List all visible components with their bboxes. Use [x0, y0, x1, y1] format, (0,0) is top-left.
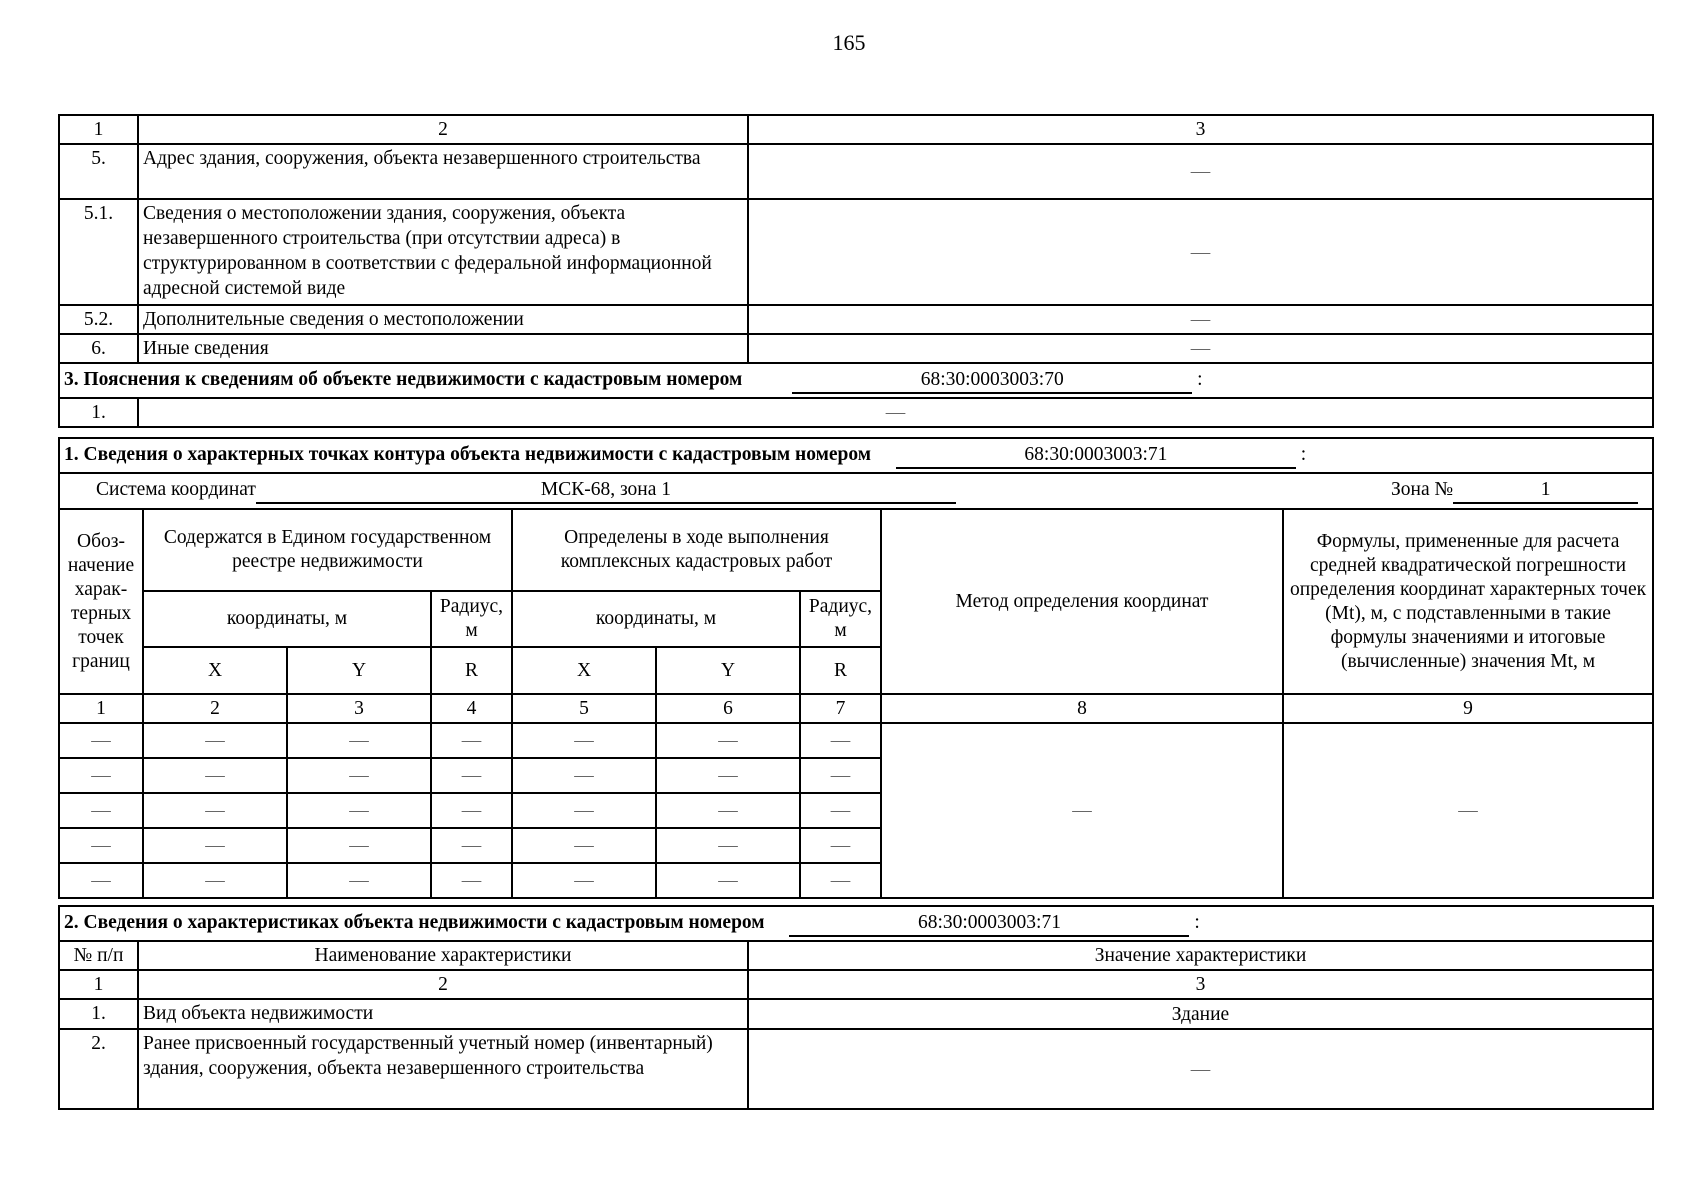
- section3-title: 3. Пояснения к сведениям об объекте недвижимости с кадастровым номером: [64, 369, 743, 390]
- row-number: 5.1.: [59, 199, 138, 305]
- row-label: Вид объекта недвижимости: [138, 999, 748, 1029]
- row-label: Иные сведения: [138, 334, 748, 363]
- characteristic-points-table: [58, 437, 1654, 899]
- section1-colon: :: [1300, 443, 1307, 465]
- cell: —: [656, 863, 800, 898]
- cell: —: [59, 758, 143, 793]
- cell: —: [143, 828, 287, 863]
- method-value: —: [881, 723, 1283, 898]
- cell: —: [656, 723, 800, 758]
- cell: —: [431, 758, 512, 793]
- column-number: 4: [431, 694, 512, 723]
- egrn-coordinates-header: Содержатся в Едином государственном реестре недвижимости: [143, 509, 512, 591]
- value-column-title: Значение характеристики: [748, 941, 1653, 970]
- section3-cadastral-number: 68:30:0003003:70: [792, 367, 1192, 394]
- page-number: 165: [832, 30, 866, 55]
- cell: —: [512, 723, 656, 758]
- table-row: [59, 305, 1653, 334]
- point-designation-header: Обоз-начение харак-терных точек границ: [59, 509, 143, 694]
- cell: —: [656, 758, 800, 793]
- table-row: [59, 334, 1653, 363]
- table-row: [59, 723, 1653, 758]
- row-value: —: [138, 398, 1653, 427]
- coordinate-system: [59, 473, 1653, 509]
- section2-title: 2. Сведения о характеристиках объекта недвижимости с кадастровым номером: [64, 912, 765, 933]
- row-value: —: [748, 305, 1653, 334]
- section2-colon: :: [1194, 912, 1200, 933]
- cell: —: [143, 793, 287, 828]
- section2-column-titles-row: [59, 941, 1653, 970]
- cell: —: [287, 723, 431, 758]
- cell: —: [512, 828, 656, 863]
- characteristics-continued-table: [58, 114, 1654, 428]
- cell: —: [431, 723, 512, 758]
- column-number: 6: [656, 694, 800, 723]
- column-number: 1: [59, 970, 138, 999]
- cell: —: [287, 758, 431, 793]
- cell: —: [287, 793, 431, 828]
- section1-header: [59, 438, 1653, 473]
- name-column-title: Наименование характеристики: [138, 941, 748, 970]
- section2-cadastral-number: 68:30:0003003:71: [789, 910, 1189, 937]
- table-row: [59, 1029, 1653, 1109]
- cell: —: [800, 863, 881, 898]
- cell: —: [431, 863, 512, 898]
- table-row: [59, 144, 1653, 199]
- column-number: 5: [512, 694, 656, 723]
- cell: —: [800, 828, 881, 863]
- row-number: 5.2.: [59, 305, 138, 334]
- egrn-r-header: R: [431, 647, 512, 694]
- column-number-2: 2: [138, 115, 748, 144]
- formulas-header: Формулы, примененные для расчета средней квадратической погрешности определения координат характерных точек (Mt), м, с подставленными в такие формулы значениями и итоговые (вычисленные) значения Mt, м: [1283, 509, 1653, 694]
- determined-radius-header: Радиус, м: [800, 591, 881, 647]
- cell: —: [287, 828, 431, 863]
- column-number-3: 3: [748, 115, 1653, 144]
- column-number: 7: [800, 694, 881, 723]
- method-header: Метод определения координат: [881, 509, 1283, 694]
- section2-header: [59, 906, 1653, 941]
- column-number: 1: [59, 694, 143, 723]
- row-label: Сведения о местоположении здания, сооружения, объекта незавершенного строительства (при отсутствии адреса) в структурированном в соответствии с федеральной информационной адресной системой виде: [138, 199, 748, 305]
- row-label: Адрес здания, сооружения, объекта незавершенного строительства: [138, 144, 748, 199]
- section1-header-row: [59, 438, 1653, 473]
- column-number: 2: [138, 970, 748, 999]
- cell: —: [143, 758, 287, 793]
- section3-header-row: [59, 363, 1653, 398]
- cell: —: [800, 793, 881, 828]
- row-number: 1.: [59, 999, 138, 1029]
- table-row: [59, 999, 1653, 1029]
- table-header-row: [59, 115, 1653, 144]
- cell: —: [143, 723, 287, 758]
- cell: —: [287, 863, 431, 898]
- coordinate-system-label: Система координат: [96, 479, 256, 500]
- row-value: —: [748, 1029, 1653, 1109]
- column-number: 2: [143, 694, 287, 723]
- determined-y-header: Y: [656, 647, 800, 694]
- cell: —: [512, 758, 656, 793]
- row-number: 6.: [59, 334, 138, 363]
- zone-value: 1: [1453, 478, 1638, 504]
- egrn-coordinates-subheader: координаты, м: [143, 591, 431, 647]
- cell: —: [656, 793, 800, 828]
- cell: —: [512, 793, 656, 828]
- cell: —: [59, 828, 143, 863]
- coordinate-system-value: МСК-68, зона 1: [256, 478, 956, 504]
- egrn-y-header: Y: [287, 647, 431, 694]
- cell: —: [431, 828, 512, 863]
- points-header-row-1: [59, 509, 1653, 591]
- cell: —: [800, 723, 881, 758]
- formulas-value: —: [1283, 723, 1653, 898]
- section2-header-row: [59, 906, 1653, 941]
- points-column-numbers-row: [59, 694, 1653, 723]
- cell: —: [59, 723, 143, 758]
- section2-column-numbers-row: [59, 970, 1653, 999]
- row-number: 5.: [59, 144, 138, 199]
- column-number-1: 1: [59, 115, 138, 144]
- characteristics-table: [58, 905, 1654, 1110]
- column-number: 9: [1283, 694, 1653, 723]
- row-label: Ранее присвоенный государственный учетный номер (инвентарный) здания, сооружения, объекта незавершенного строительства: [138, 1029, 748, 1109]
- determined-x-header: X: [512, 647, 656, 694]
- cell: —: [59, 793, 143, 828]
- section3-header: [59, 363, 1653, 398]
- table-row: [59, 199, 1653, 305]
- column-number: 3: [748, 970, 1653, 999]
- egrn-radius-header: Радиус, м: [431, 591, 512, 647]
- section1-title: 1. Сведения о характерных точках контура объекта недвижимости с кадастровым номером: [64, 443, 872, 465]
- column-number: 3: [287, 694, 431, 723]
- row-value: Здание: [748, 999, 1653, 1029]
- row-label: Дополнительные сведения о местоположении: [138, 305, 748, 334]
- cell: —: [512, 863, 656, 898]
- section3-colon: :: [1197, 369, 1203, 390]
- coordinate-system-row: [59, 473, 1653, 509]
- row-number: 2.: [59, 1029, 138, 1109]
- section3-row: [59, 398, 1653, 427]
- cell: —: [656, 828, 800, 863]
- determined-coordinates-header: Определены в ходе выполнения комплексных кадастровых работ: [512, 509, 881, 591]
- cell: —: [59, 863, 143, 898]
- egrn-x-header: X: [143, 647, 287, 694]
- row-number: 1.: [59, 398, 138, 427]
- number-column-title: № п/п: [59, 941, 138, 970]
- row-value: —: [748, 199, 1653, 305]
- cell: —: [143, 863, 287, 898]
- row-value: —: [748, 144, 1653, 199]
- section1-cadastral-number: 68:30:0003003:71: [896, 443, 1296, 469]
- determined-coordinates-subheader: координаты, м: [512, 591, 800, 647]
- cell: —: [800, 758, 881, 793]
- row-value: —: [748, 334, 1653, 363]
- column-number: 8: [881, 694, 1283, 723]
- cell: —: [431, 793, 512, 828]
- zone-label: Зона №: [1391, 479, 1454, 500]
- determined-r-header: R: [800, 647, 881, 694]
